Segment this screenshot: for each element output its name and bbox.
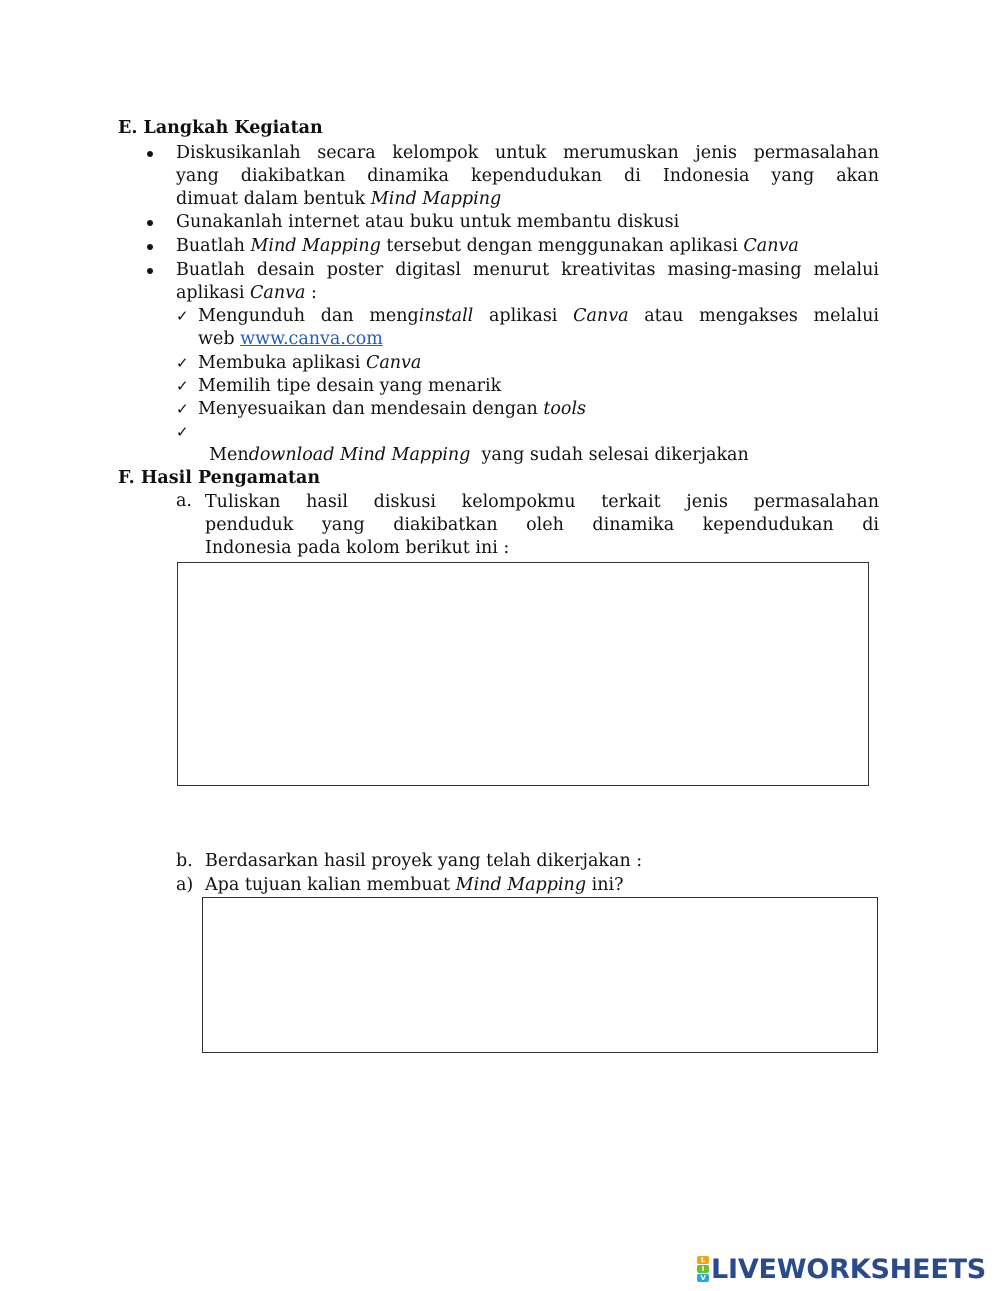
bullet-4-line-2: aplikasi Canva : <box>176 283 317 303</box>
check-icon: ✓ <box>176 307 189 325</box>
check-icon: ✓ <box>176 400 189 418</box>
item-a-line-2: penduduk yang diakibatkan oleh dinamika kependudukan di <box>205 515 879 535</box>
step-item-3: Memilih tipe desain yang menarik <box>198 376 502 396</box>
item-a-line-3: Indonesia pada kolom berikut ini : <box>205 538 510 558</box>
step-item-5: Mendownload Mind Mapping yang sudah selesai dikerjakan <box>209 445 749 465</box>
bullet-1-line-1: Diskusikanlah secara kelompok untuk merumuskan jenis permasalahan <box>176 143 879 163</box>
bullet-1-line-3: dimuat dalam bentuk Mind Mapping <box>176 189 502 209</box>
bullet-item-4 <box>176 259 879 305</box>
answer-box-a[interactable] <box>177 562 869 786</box>
bullet-item-2: Gunakanlah internet atau buku untuk membantu diskusi <box>176 212 680 232</box>
bullet-dot <box>147 268 153 274</box>
bullet-item-3: Buatlah Mind Mapping tersebut dengan menggunakan aplikasi Canva <box>176 236 799 256</box>
step-item-1 <box>198 305 879 351</box>
item-b-text: Berdasarkan hasil proyek yang telah dikerjakan : <box>205 851 643 871</box>
step-1-line-1: Mengunduh dan menginstall aplikasi Canva atau mengakses melalui <box>198 306 879 326</box>
answer-box-b[interactable] <box>202 897 878 1053</box>
liveworksheets-logo <box>697 1253 986 1285</box>
bullet-item-1 <box>176 142 879 211</box>
item-a-line-1: Tuliskan hasil diskusi kelompokmu terkait jenis permasalahan <box>205 492 879 512</box>
section-f-heading: F. Hasil Pengamatan <box>118 468 321 488</box>
item-b-marker: b. <box>176 851 193 871</box>
canva-link[interactable]: www.canva.com <box>240 329 383 349</box>
bullet-dot <box>147 151 153 157</box>
logo-mark-icon: L I V <box>697 1256 709 1282</box>
step-item-2: Membuka aplikasi Canva <box>198 353 422 373</box>
logo-text: LIVEWORKSHEETS <box>711 1253 987 1285</box>
step-1-line-2: web www.canva.com <box>198 329 383 349</box>
bullet-1-line-2: yang diakibatkan dinamika kependudukan di Indonesia yang akan <box>176 166 879 186</box>
bullet-dot <box>147 220 153 226</box>
check-icon: ✓ <box>176 377 189 395</box>
check-icon: ✓ <box>176 354 189 372</box>
check-icon: ✓ <box>176 423 189 441</box>
item-a-marker: a. <box>176 491 192 511</box>
item-a-question <box>205 491 879 560</box>
section-e-heading: E. Langkah Kegiatan <box>118 118 323 138</box>
bullet-dot <box>147 244 153 250</box>
sub-a-question: Apa tujuan kalian membuat Mind Mapping ini? <box>205 875 624 895</box>
step-item-4: Menyesuaikan dan mendesain dengan tools <box>198 399 587 419</box>
bullet-4-line-1: Buatlah desain poster digitasl menurut kreativitas masing-masing melalui <box>176 260 879 280</box>
sub-a-marker: a) <box>176 875 194 895</box>
